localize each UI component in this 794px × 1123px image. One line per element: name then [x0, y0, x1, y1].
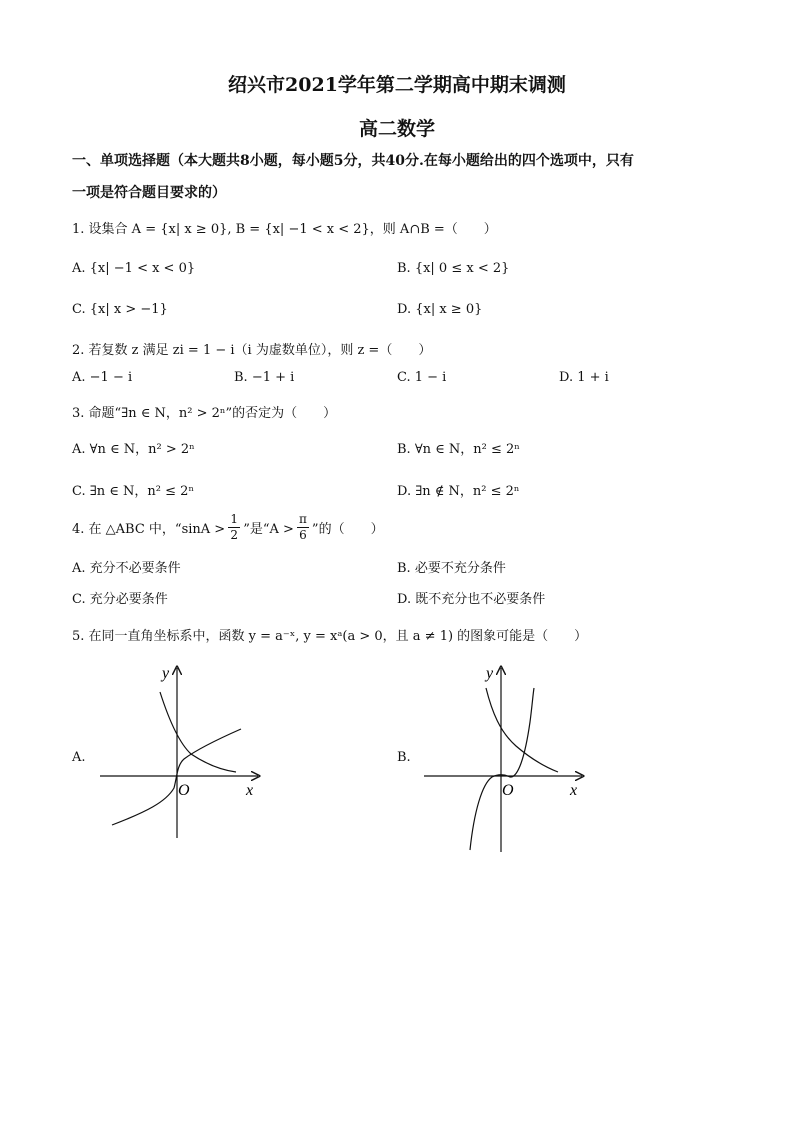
q4-stem-pre: 4. 在 △ABC 中，“sinA >	[72, 522, 226, 537]
q4-option-b[interactable]: B. 必要不充分条件	[397, 561, 506, 576]
q2-option-c[interactable]: C. 1 − i	[397, 370, 447, 385]
q3-option-d[interactable]: D. ∃n ∉ N，n² ≤ 2ⁿ	[397, 484, 520, 499]
q2-option-b[interactable]: B. −1 + i	[234, 370, 295, 385]
graph-a-y-label: y	[162, 665, 170, 682]
exam-title: 绍兴市2021学年第二学期高中期末调测	[228, 74, 566, 96]
q4-option-a[interactable]: A. 充分不必要条件	[72, 561, 181, 576]
exam-subtitle: 高二数学	[358, 118, 435, 140]
graph-b-origin-label: O	[502, 782, 514, 799]
graph-a-x-label: x	[246, 782, 254, 799]
q4-frac2-den: 6	[299, 528, 307, 542]
q5-graph-a	[96, 662, 276, 842]
question-5-stem: 5. 在同一直角坐标系中，函数 y = a⁻ˣ, y = xᵃ(a > 0，且 a ≠ 1) 的图象可能是（ ）	[72, 629, 588, 644]
question-4-stem	[72, 512, 384, 543]
section-header-line2: 一项是符合题目要求的）	[72, 185, 226, 201]
q4-frac2-num: π	[298, 512, 307, 526]
graph-a-decreasing-curve	[160, 692, 236, 772]
q4-frac1-num: 1	[230, 512, 239, 526]
q2-option-d[interactable]: D. 1 + i	[559, 370, 609, 385]
q4-fraction-2	[297, 512, 309, 543]
q1-option-a[interactable]: A. {x| −1 < x < 0}	[72, 261, 196, 276]
graph-b-x-label: x	[570, 782, 578, 799]
question-2-stem: 2. 若复数 z 满足 zi = 1 − i（i 为虚数单位），则 z =（ ）	[72, 343, 432, 358]
q4-stem-post: ”的（ ）	[311, 522, 384, 537]
q1-option-c[interactable]: C. {x| x > −1}	[72, 302, 168, 317]
q4-fraction-1	[228, 512, 240, 543]
q3-option-b[interactable]: B. ∀n ∈ N，n² ≤ 2ⁿ	[397, 442, 520, 457]
section-header-line1: 一、单项选择题（本大题共8小题，每小题5分，共40分.在每小题给出的四个选项中，只有	[72, 153, 634, 169]
q3-option-c[interactable]: C. ∃n ∈ N，n² ≤ 2ⁿ	[72, 484, 195, 499]
graph-b-power-curve	[470, 688, 534, 850]
q4-option-d[interactable]: D. 既不充分也不必要条件	[397, 592, 546, 607]
q2-option-a[interactable]: A. −1 − i	[72, 370, 133, 385]
graph-b-y-label: y	[486, 665, 494, 682]
q4-stem-mid: ”是“A >	[243, 522, 294, 537]
q5-option-a[interactable]: A.	[72, 750, 86, 765]
graph-a-origin-label: O	[178, 782, 190, 799]
q5-option-b[interactable]: B.	[397, 750, 411, 765]
q5-graph-b	[420, 662, 600, 862]
question-3-stem: 3. 命题“∃n ∈ N，n² > 2ⁿ”的否定为（ ）	[72, 406, 337, 421]
q4-option-c[interactable]: C. 充分必要条件	[72, 592, 168, 607]
question-1-stem: 1. 设集合 A = {x| x ≥ 0}, B = {x| −1 < x < 2}，则 A∩B =（ ）	[72, 222, 497, 237]
q1-option-d[interactable]: D. {x| x ≥ 0}	[397, 302, 483, 317]
q4-frac1-den: 2	[230, 528, 239, 542]
q1-option-b[interactable]: B. {x| 0 ≤ x < 2}	[397, 261, 510, 276]
q3-option-a[interactable]: A. ∀n ∈ N，n² > 2ⁿ	[72, 442, 195, 457]
